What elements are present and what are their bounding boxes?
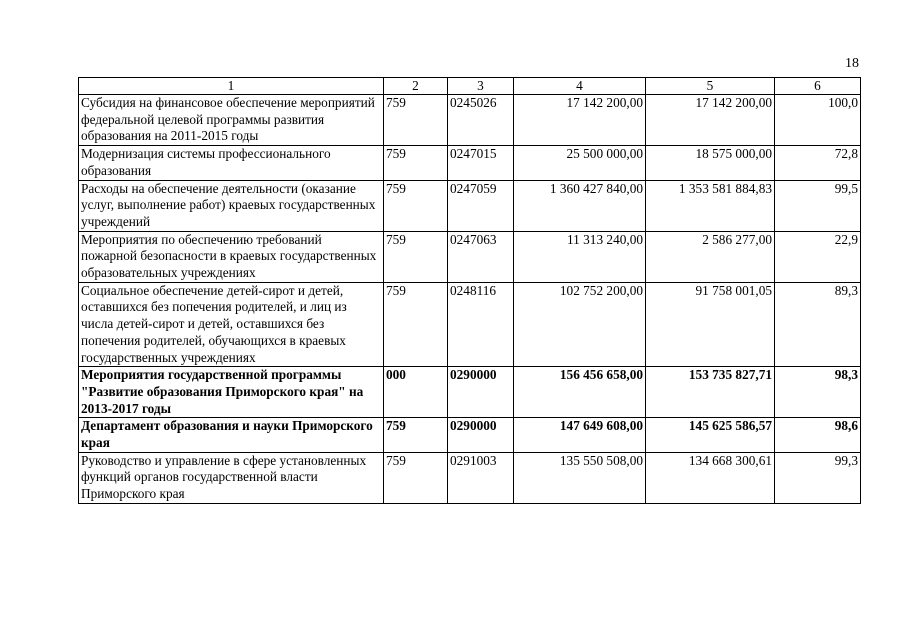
target-code-cell: 0291003: [448, 452, 514, 503]
expense-name-cell: Социальное обеспечение детей-сирот и детей, оставшихся без попечения родителей, и лиц из числа детей-сирот и детей, оставшихся без попечения родителей, обучающихся в краевых государственных учреждениях: [79, 282, 384, 367]
percent-cell: 98,3: [775, 367, 861, 418]
planned-amount-cell: 25 500 000,00: [514, 146, 646, 180]
column-header: 2: [384, 78, 448, 95]
percent-cell: 22,9: [775, 231, 861, 282]
actual-amount-cell: 18 575 000,00: [646, 146, 775, 180]
planned-amount-cell: 135 550 508,00: [514, 452, 646, 503]
column-header: 3: [448, 78, 514, 95]
planned-amount-cell: 1 360 427 840,00: [514, 180, 646, 231]
ministry-code-cell: 759: [384, 231, 448, 282]
table-row: [79, 231, 861, 282]
actual-amount-cell: 17 142 200,00: [646, 95, 775, 146]
table-row: [79, 95, 861, 146]
expense-name-cell: Субсидия на финансовое обеспечение мероприятий федеральной целевой программы развития образования на 2011-2015 годы: [79, 95, 384, 146]
table-row: [79, 418, 861, 452]
percent-cell: 99,3: [775, 452, 861, 503]
target-code-cell: 0290000: [448, 367, 514, 418]
planned-amount-cell: 11 313 240,00: [514, 231, 646, 282]
expense-name-cell: Мероприятия государственной программы "Развитие образования Приморского края" на 2013-2017 годы: [79, 367, 384, 418]
actual-amount-cell: 1 353 581 884,83: [646, 180, 775, 231]
percent-cell: 99,5: [775, 180, 861, 231]
target-code-cell: 0245026: [448, 95, 514, 146]
target-code-cell: 0290000: [448, 418, 514, 452]
table-header-row: [79, 78, 861, 95]
column-header: 5: [646, 78, 775, 95]
table-row: [79, 367, 861, 418]
percent-cell: 100,0: [775, 95, 861, 146]
table-row: [79, 282, 861, 367]
ministry-code-cell: 759: [384, 180, 448, 231]
ministry-code-cell: 759: [384, 95, 448, 146]
planned-amount-cell: 147 649 608,00: [514, 418, 646, 452]
target-code-cell: 0247015: [448, 146, 514, 180]
planned-amount-cell: 156 456 658,00: [514, 367, 646, 418]
expense-name-cell: Руководство и управление в сфере установленных функций органов государственной власти Приморского края: [79, 452, 384, 503]
percent-cell: 72,8: [775, 146, 861, 180]
percent-cell: 89,3: [775, 282, 861, 367]
column-header: 1: [79, 78, 384, 95]
actual-amount-cell: 153 735 827,71: [646, 367, 775, 418]
ministry-code-cell: 000: [384, 367, 448, 418]
actual-amount-cell: 145 625 586,57: [646, 418, 775, 452]
column-header: 4: [514, 78, 646, 95]
actual-amount-cell: 134 668 300,61: [646, 452, 775, 503]
expense-name-cell: Мероприятия по обеспечению требований пожарной безопасности в краевых государственных образовательных учреждениях: [79, 231, 384, 282]
page-number: 18: [845, 56, 859, 71]
actual-amount-cell: 2 586 277,00: [646, 231, 775, 282]
target-code-cell: 0247059: [448, 180, 514, 231]
ministry-code-cell: 759: [384, 452, 448, 503]
percent-cell: 98,6: [775, 418, 861, 452]
expense-name-cell: Департамент образования и науки Приморского края: [79, 418, 384, 452]
target-code-cell: 0247063: [448, 231, 514, 282]
actual-amount-cell: 91 758 001,05: [646, 282, 775, 367]
planned-amount-cell: 102 752 200,00: [514, 282, 646, 367]
expense-name-cell: Расходы на обеспечение деятельности (оказание услуг, выполнение работ) краевых государственных учреждений: [79, 180, 384, 231]
table-row: [79, 180, 861, 231]
expense-name-cell: Модернизация системы профессионального образования: [79, 146, 384, 180]
target-code-cell: 0248116: [448, 282, 514, 367]
table-row: [79, 146, 861, 180]
ministry-code-cell: 759: [384, 282, 448, 367]
ministry-code-cell: 759: [384, 418, 448, 452]
budget-table: [78, 77, 861, 504]
column-header: 6: [775, 78, 861, 95]
planned-amount-cell: 17 142 200,00: [514, 95, 646, 146]
ministry-code-cell: 759: [384, 146, 448, 180]
table-row: [79, 452, 861, 503]
